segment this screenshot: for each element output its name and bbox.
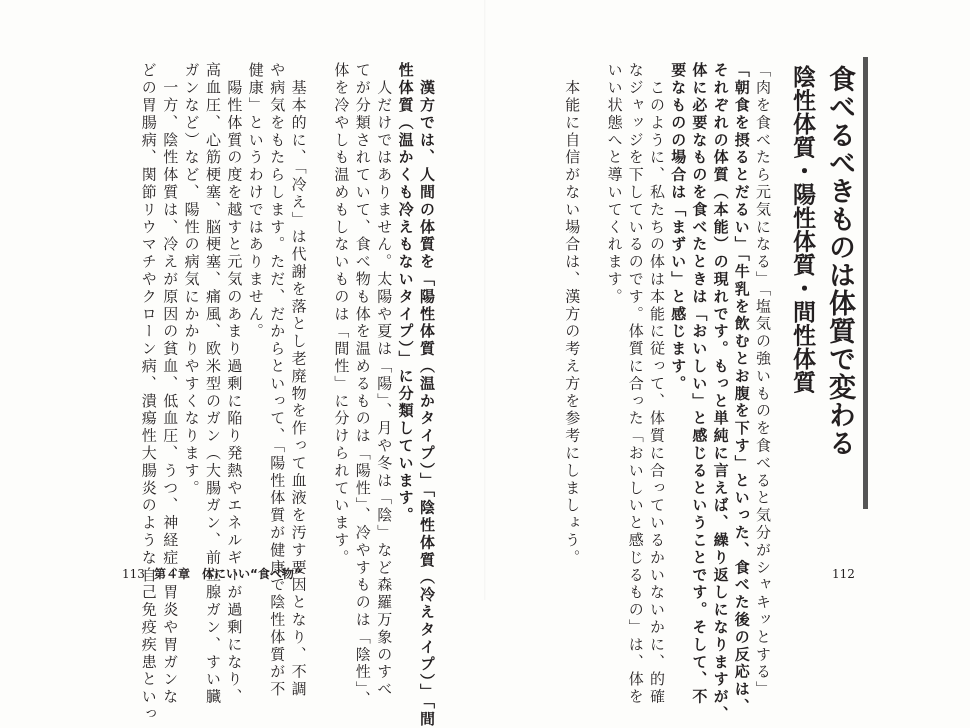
text-line: 「朝食を摂るとだるい」「牛乳を飲むとお腹を下す」といった、食べた後の反応は、	[732, 62, 751, 716]
text-line: それぞれの体質（本能）の現れです。もっと単純に言えば、繰り返しになりますが、	[711, 62, 730, 724]
text-line: 体に必要なものを食べたときは「おいしい」と感じるということです。そして、不	[690, 62, 709, 706]
text-line: 陽性体質の度を越すと元気のあまり過剰に陥り発熱やエネルギーが過剰になり、	[225, 62, 244, 706]
text-line: なジャッジを下しているのです。体質に合った「おいしいと感じるもの」は、体を	[626, 62, 645, 706]
text-line: や病気をもたらします。ただ、だからといって、「陽性体質が健康で陰性体質が不	[268, 62, 287, 699]
page-gutter	[484, 0, 486, 600]
heading-title: 食べるべきものは体質で変わる	[824, 65, 855, 457]
text-line: 高血圧、心筋梗塞、脳梗塞、痛風、欧米型のガン（大腸ガン、前立腺ガン、すい臓	[204, 62, 222, 706]
text-line: ガンなど）など、陽性の病気にかかりやすくなります。	[182, 62, 201, 497]
running-header-chapter: 第４章 体にいい“食べ物”	[154, 567, 302, 581]
text-line: 本能に自信がない場合は、漢方の考え方を参考にしましょう。	[563, 62, 582, 567]
text-line: 漢方では、人間の体質を「陽性体質（温かタイプ）」「陰性体質（冷えタイプ）」「間	[418, 62, 436, 728]
text-line: 人だけではありません。太陽や夏は「陽」、月や冬は「陰」など森羅万象のすべ	[375, 62, 394, 699]
text-line: いい状態へと導いてくれます。	[605, 62, 624, 306]
right-page-number: 112	[832, 567, 855, 581]
heading-subtitle: 陰性体質・陽性体質・間性体質	[789, 65, 815, 394]
text-line: 要なものの場合は「まずい」と感じます。	[669, 62, 688, 393]
left-page-number: 113	[122, 567, 145, 581]
text-line: 健康」というわけではありません。	[246, 62, 265, 341]
text-line: てが分類されていて、食べ物も体を温めるものは「陽性」、冷やすものは「陰性」、	[353, 62, 372, 709]
text-line: 「肉を食べたら元気になる」「塩気の強いものを食べると気分がシャキッとする」	[754, 62, 772, 699]
text-line: どの胃腸病、関節リウマチやクローン病、潰瘍性大腸炎のような自己免疫疾患といっ	[139, 62, 158, 724]
text-line: このように、私たちの体は本能に従って、体質に合っているかいないかに、的確	[648, 62, 666, 706]
text-line: 基本的に、「冷え」は代謝を落とし老廃物を作って血液を汚す要因となり、不調	[289, 62, 308, 699]
text-line: 性体質（温かくも冷えもないタイプ）」に分類しています。	[396, 62, 415, 525]
text-line: 体を冷やしも温めもしないものは「間性」に分けられています。	[332, 62, 351, 567]
section-heading	[772, 57, 868, 509]
text-line: 一方、陰性体質は、冷えが原因の貧血、低血圧、うつ、神経症、胃炎や胃ガンな	[161, 62, 180, 706]
